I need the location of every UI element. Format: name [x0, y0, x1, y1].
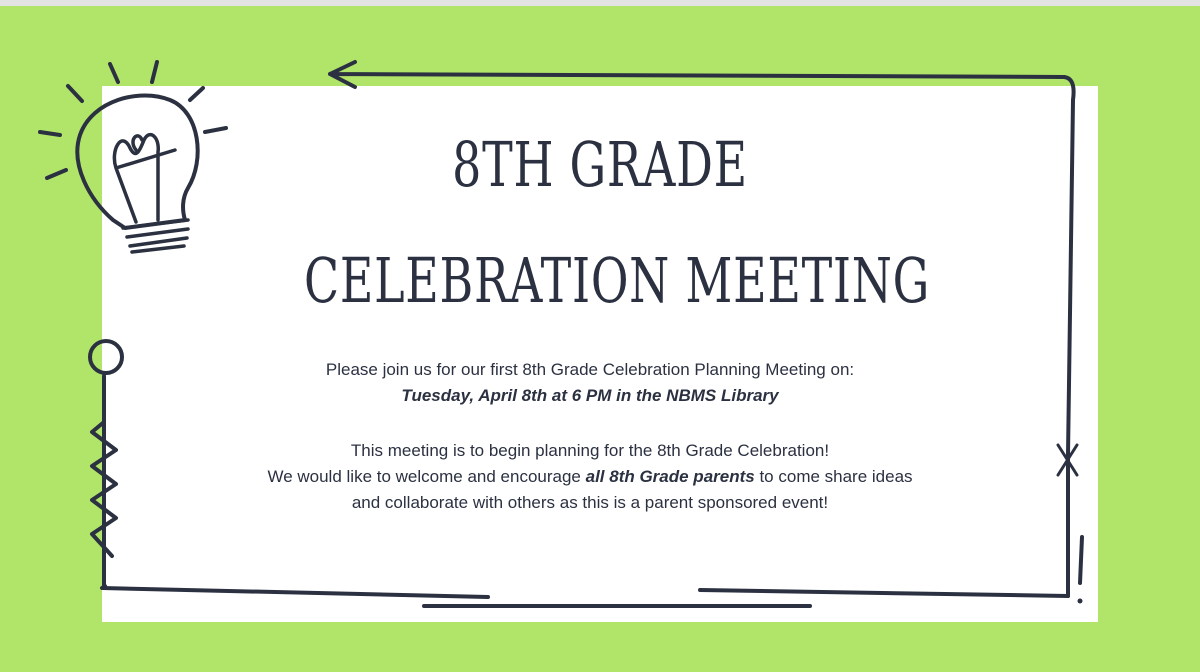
page-title-line-2: CELEBRATION MEETING — [304, 244, 931, 317]
message-block — [180, 438, 1000, 516]
message-line-1: This meeting is to begin planning for the 8th Grade Celebration! — [350, 441, 830, 460]
parents-emphasis: all 8th Grade parents — [585, 467, 755, 486]
lightbulb-icon — [40, 62, 226, 252]
message-line-3: and collaborate with others as this is a parent sponsored event! — [351, 493, 829, 512]
invite-block — [200, 357, 980, 409]
arrow-left-icon — [330, 62, 1064, 87]
message-line-2-end: to come share ideas — [754, 467, 913, 486]
exclamation-mark-icon — [1080, 537, 1082, 583]
frame-bottom-line — [102, 586, 1068, 597]
circle-pin-icon — [90, 341, 122, 373]
page-title-line-1: 8TH GRADE — [452, 128, 748, 201]
invite-line: Please join us for our first 8th Grade Celebration Planning Meeting on: — [325, 360, 855, 379]
frame-right-line — [1064, 77, 1074, 596]
meeting-date-location: Tuesday, April 8th at 6 PM in the NBMS Library — [401, 386, 779, 405]
exclamation-dot — [1078, 599, 1083, 604]
message-line-2 — [180, 464, 1000, 490]
message-line-2-start: We would like to welcome and encourage — [267, 467, 586, 486]
